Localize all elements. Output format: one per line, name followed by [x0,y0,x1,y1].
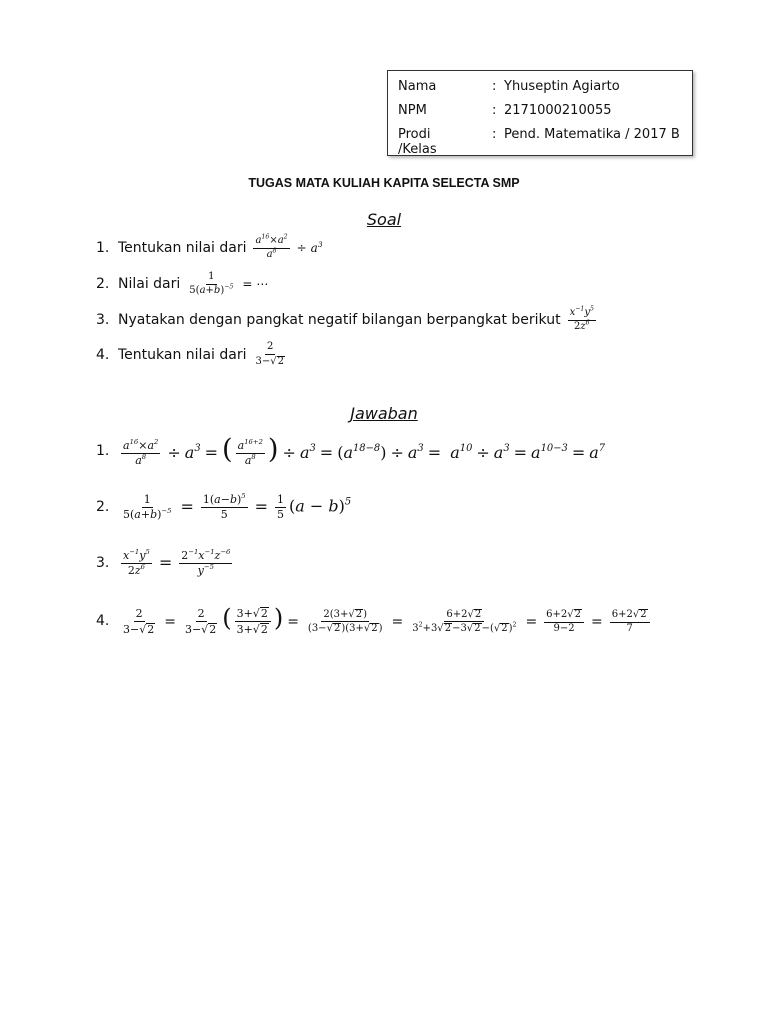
answer-expression: $\frac{x^{-1}y^5}{2z^6}$ = $\frac{2^{-1}x^{-1}z^{-6}}{y^{-5}}$ [123,548,231,577]
identity-value: 2171000210055 [504,103,612,118]
identity-value: Yhuseptin Agiarto [504,79,620,94]
item-number: 1. [96,240,110,256]
item-number: 2. [96,499,110,516]
identity-separator: : [492,127,497,142]
jawaban-item-4 [96,606,653,636]
question-expression: $\frac{1}{5(a+b)^{-5}}$ [189,271,234,296]
question-text: Tentukan nilai dari [118,346,247,363]
jawaban-item-1 [96,436,605,467]
identity-box [387,70,693,156]
jawaban-item-2 [96,494,351,520]
item-number: 1. [96,443,110,460]
soal-heading: Soal [366,210,402,229]
question-expression: = ⋯ [242,277,269,291]
soal-item-4 [96,342,290,367]
question-expression: ÷ $a^3$ [296,239,323,255]
soal-item-3 [96,305,599,332]
item-number: 4. [96,612,110,629]
answer-expression: $\frac{1}{5(a+b)^{-5}}$ = $\frac{1(a-b)^5}{5}$ = $\frac{1}{5}$ $(a - b)^5$ [123,492,352,521]
identity-label: Nama [398,79,437,94]
identity-separator: : [492,103,497,118]
identity-label: NPM [398,103,427,118]
identity-separator: : [492,79,497,94]
identity-label: Prodi /Kelas [398,127,437,157]
answer-expression: $\frac{2}{3-√2}$ = $\frac{2}{3-√2}$ ( $\frac{3+√2}{3+√2}$ ) = $\frac{2(3+√2)}{(3-√2)(3+√2)}$ = $\frac{6+2√2}{3^2+3√2-3√2-(√2)^2}$ = $\frac{6+2√2}{9-2}$ = $\frac{6+2√2}{7}$ [118,606,653,636]
item-number: 4. [96,346,110,363]
question-expression: $\frac{a^{16}\times a^2}{a^8}$ [255,233,288,260]
question-text: Nilai dari [118,276,181,292]
question-expression: $\frac{x^{-1}y^5}{2z^6}$ [569,305,594,332]
jawaban-heading: Jawaban [350,404,418,423]
item-number: 2. [96,276,110,292]
item-number: 3. [96,312,110,328]
jawaban-item-3 [96,550,235,576]
question-expression: $\frac{2}{3-√2}$ [255,341,284,367]
answer-expression: $\frac{a^{16}\times a^2}{a^8}$ ÷ $a^3$ = ( $\frac{a^{16+2}}{a^8}$ ) ÷ $a^3 = (a^{18-8}) \div a^3 = a^{10} \div a^3 = a^{10-3} = a^7$ [123,434,606,467]
question-text: Tentukan nilai dari [118,240,247,256]
soal-item-2 [96,272,268,296]
soal-item-1 [96,233,323,260]
identity-value: Pend. Matematika / 2017 B [504,127,680,142]
document-title: TUGAS MATA KULIAH KAPITA SELECTA SMP [248,176,520,190]
item-number: 3. [96,555,110,572]
question-text: Nyatakan dengan pangkat negatif bilangan berpangkat berikut [118,312,561,328]
